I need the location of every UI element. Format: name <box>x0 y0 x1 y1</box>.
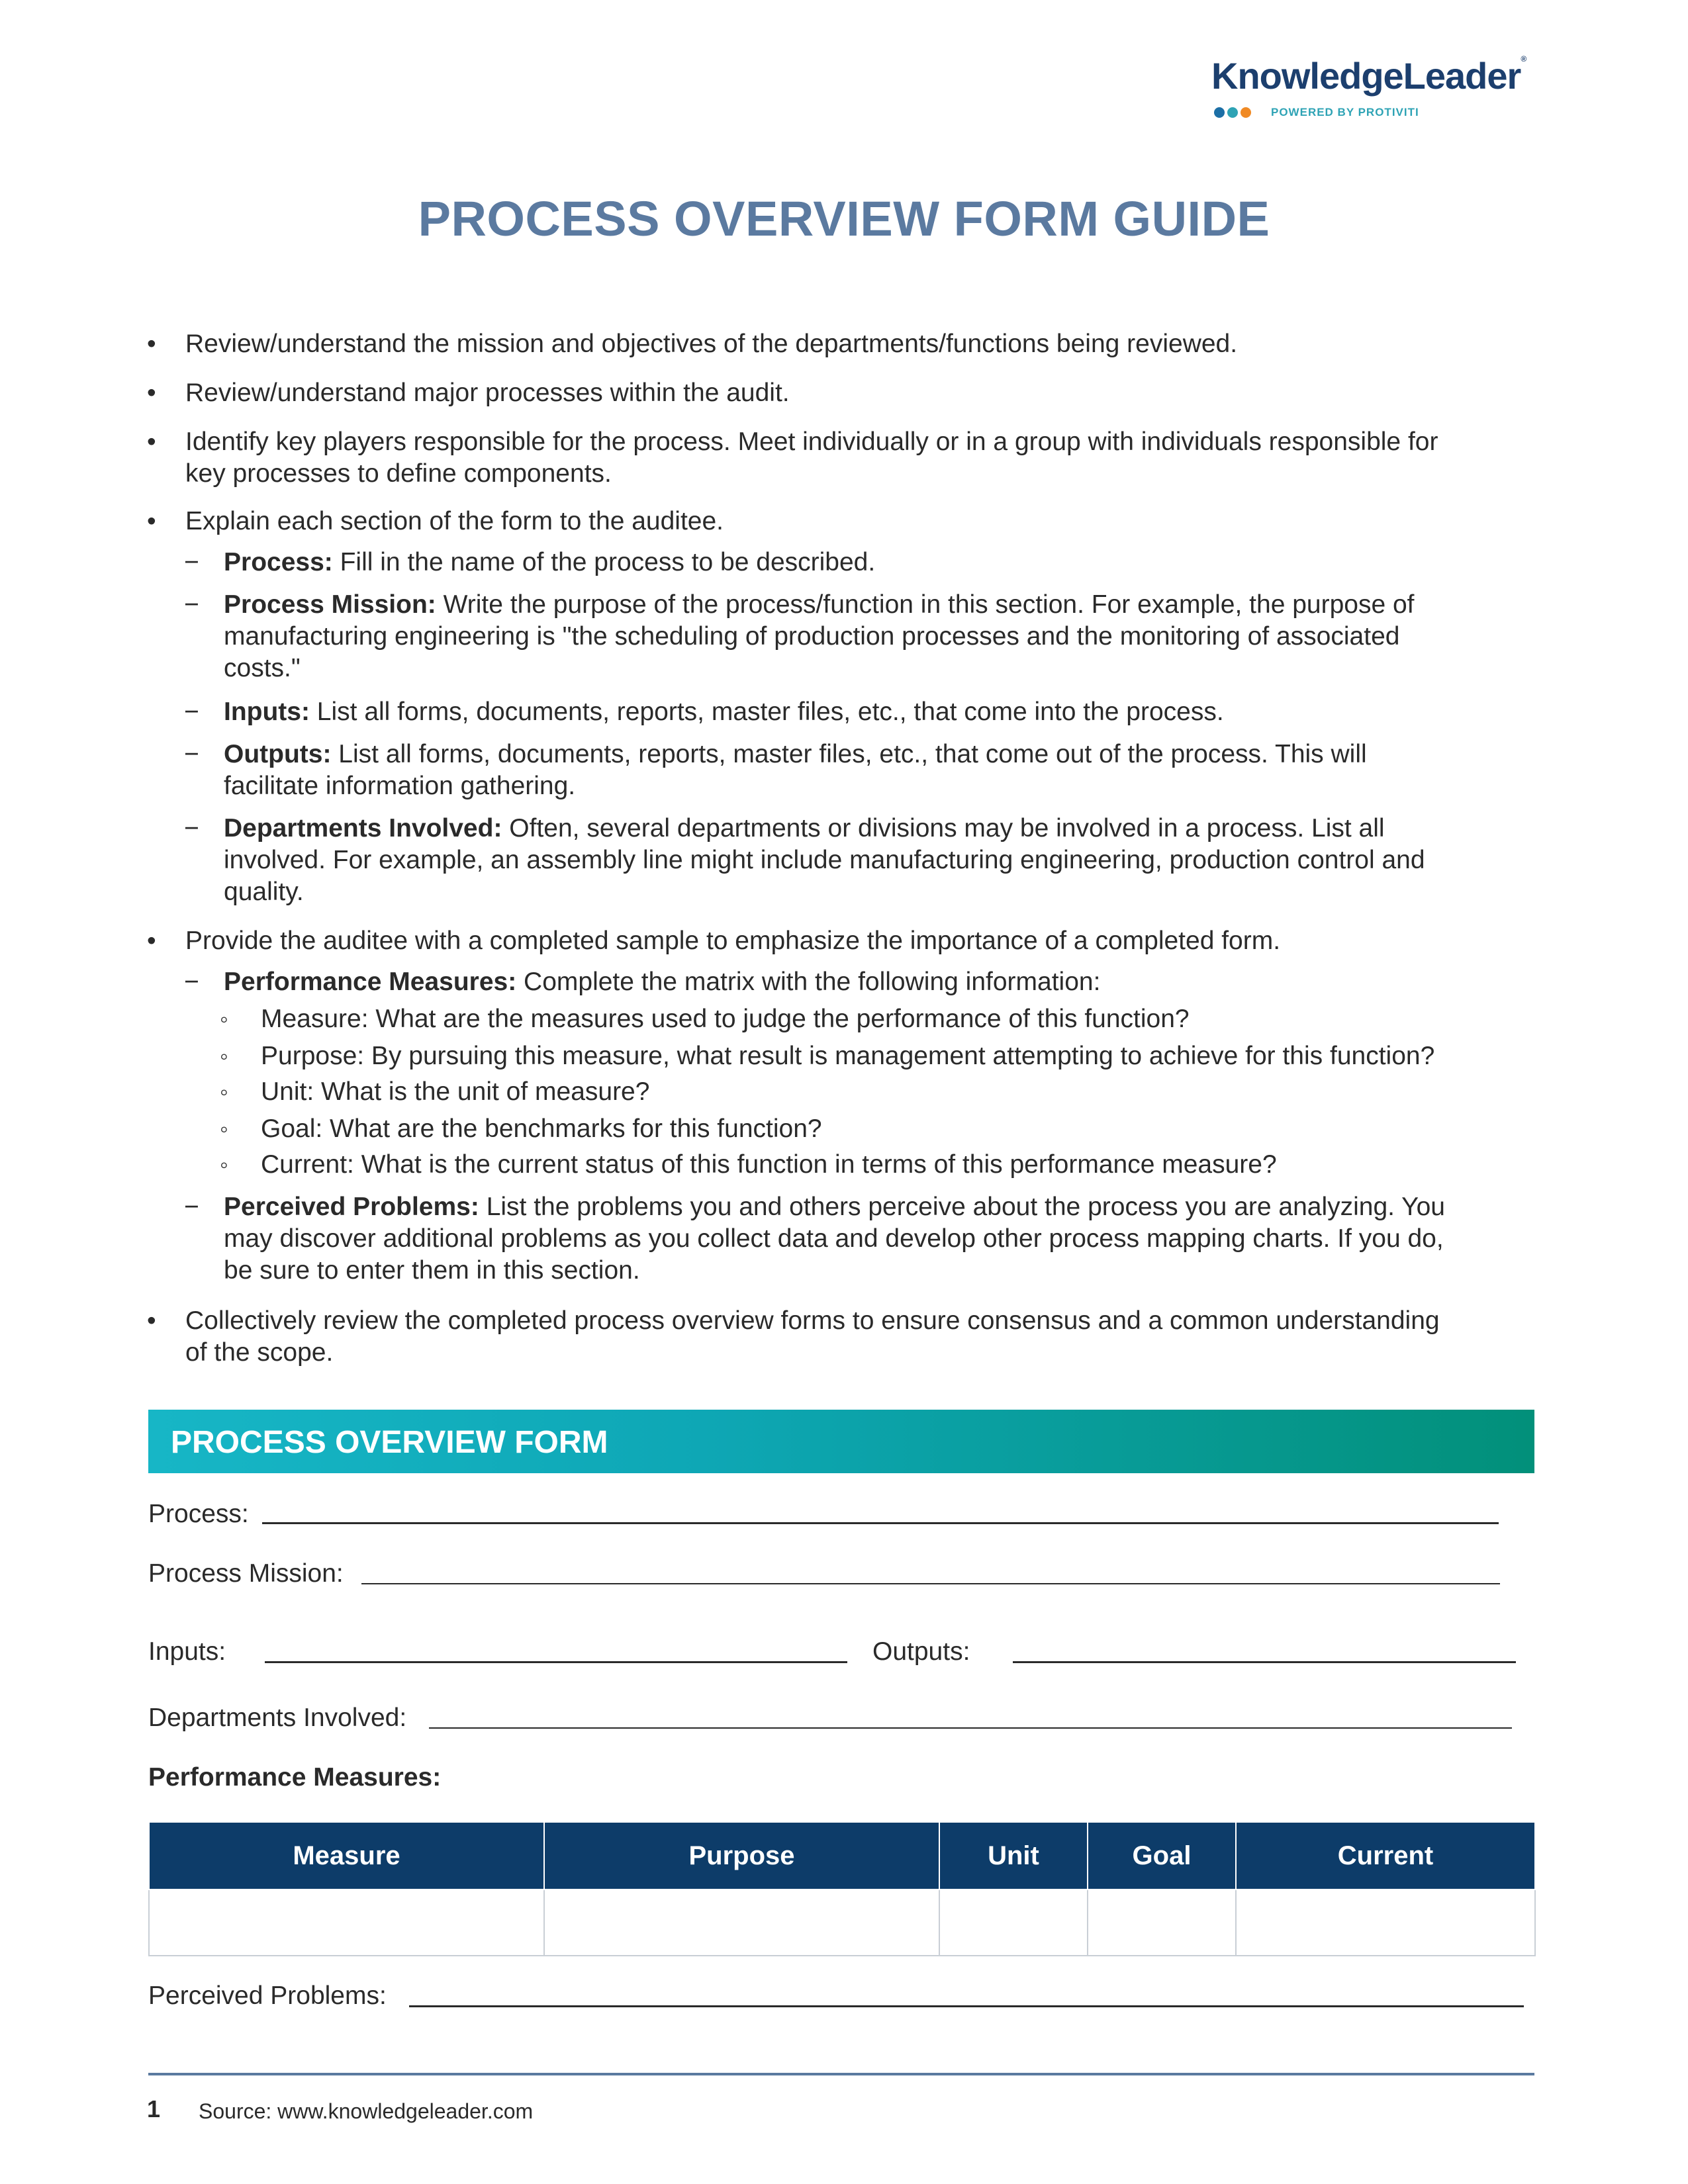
column-header-unit: Unit <box>939 1822 1088 1889</box>
sub-item-departments-line1: Departments Involved: Often, several departments or divisions may be involved in a process. List all <box>224 814 1385 842</box>
logo-dot-blue <box>1214 107 1225 118</box>
sub-item-departments-line2: involved. For example, an assembly line might include manufacturing engineering, production control and <box>224 846 1425 874</box>
performance-measures-table <box>148 1821 1536 1956</box>
guide-item-sample: Provide the auditee with a completed sample to emphasize the importance of a completed form. <box>185 927 1281 955</box>
dash-symbol: − <box>184 590 199 619</box>
sub-item-performance: Performance Measures: Complete the matrix with the following information: <box>224 968 1101 996</box>
measure-cell[interactable] <box>149 1889 544 1956</box>
logo-wordmark: KnowledgeLeader® <box>1211 54 1526 97</box>
bullet-symbol: • <box>147 927 156 955</box>
circle-symbol: ◦ <box>220 1078 228 1105</box>
circle-symbol: ◦ <box>220 1042 228 1069</box>
pm-item-purpose: Purpose: By pursuing this measure, what result is management attempting to achieve for this function? <box>261 1042 1435 1070</box>
guide-item-key-players-line2: key processes to define components. <box>185 459 612 488</box>
guide-item-explain: Explain each section of the form to the auditee. <box>185 507 724 535</box>
dash-symbol: − <box>184 1193 199 1221</box>
logo-dot-teal <box>1227 107 1238 118</box>
performance-measures-label: Performance Measures: <box>148 1763 442 1792</box>
sub-item-process: Process: Fill in the name of the process to be described. <box>224 548 876 576</box>
footer-divider <box>148 2073 1534 2075</box>
bullet-symbol: • <box>147 428 156 456</box>
source-text: Source: www.knowledgeleader.com <box>199 2099 534 2123</box>
problems-field-label: Perceived Problems: <box>148 1981 387 2010</box>
bullet-symbol: • <box>147 1306 156 1335</box>
purpose-cell[interactable] <box>544 1889 939 1956</box>
dash-symbol: − <box>184 814 199 842</box>
column-header-goal: Goal <box>1088 1822 1236 1889</box>
circle-symbol: ◦ <box>220 1005 228 1032</box>
table-row <box>149 1889 1535 1956</box>
guide-item-mission: Review/understand the mission and objectives of the departments/functions being reviewed. <box>185 330 1238 358</box>
guide-item-review-line2: of the scope. <box>185 1338 334 1367</box>
page-number: 1 <box>147 2095 161 2122</box>
dash-symbol: − <box>184 968 199 996</box>
table-header-row <box>149 1822 1535 1889</box>
process-field-label: Process: <box>148 1500 249 1528</box>
dash-symbol: − <box>184 698 199 726</box>
logo-dot-orange <box>1241 107 1251 118</box>
guide-item-key-players-line1: Identify key players responsible for the process. Meet individually or in a group with individuals responsible for <box>185 428 1438 456</box>
bullet-symbol: • <box>147 379 156 407</box>
guide-item-processes: Review/understand major processes within the audit. <box>185 379 790 407</box>
sub-item-inputs: Inputs: List all forms, documents, reports, master files, etc., that come into the process. <box>224 698 1224 726</box>
outputs-field-label: Outputs: <box>872 1637 970 1666</box>
pm-item-measure: Measure: What are the measures used to judge the performance of this function? <box>261 1005 1190 1033</box>
pm-item-goal: Goal: What are the benchmarks for this function? <box>261 1115 822 1143</box>
sub-item-outputs-line1: Outputs: List all forms, documents, reports, master files, etc., that come out of the process. This will <box>224 740 1367 768</box>
circle-symbol: ◦ <box>220 1151 228 1178</box>
bullet-symbol: • <box>147 330 156 358</box>
pm-item-unit: Unit: What is the unit of measure? <box>261 1077 650 1106</box>
form-banner <box>148 1410 1534 1473</box>
column-header-purpose: Purpose <box>544 1822 939 1889</box>
logo-tagline: POWERED BY PROTIVITI <box>1271 106 1419 118</box>
logo-dots-icon <box>1214 107 1254 121</box>
sub-item-departments-line3: quality. <box>224 878 304 906</box>
unit-cell[interactable] <box>939 1889 1088 1956</box>
sub-item-mission-line1: Process Mission: Write the purpose of the process/function in this section. For example, the purpose of <box>224 590 1415 619</box>
inputs-field-line[interactable] <box>265 1661 847 1663</box>
sub-item-mission-line2: manufacturing engineering is "the scheduling of production processes and the monitoring of associated <box>224 622 1400 651</box>
sub-item-problems-line2: may discover additional problems as you collect data and develop other process mapping charts. If you do, <box>224 1224 1444 1253</box>
knowledgeleader-logo <box>1211 54 1556 127</box>
sub-item-problems-line1: Perceived Problems: List the problems you and others perceive about the process you are analyzing. You <box>224 1193 1445 1221</box>
sub-item-outputs-line2: facilitate information gathering. <box>224 772 576 800</box>
dash-symbol: − <box>184 740 199 768</box>
departments-field-label: Departments Involved: <box>148 1704 407 1732</box>
column-header-current: Current <box>1236 1822 1535 1889</box>
bullet-symbol: • <box>147 507 156 535</box>
dash-symbol: − <box>184 548 199 576</box>
departments-field-line[interactable] <box>429 1727 1512 1729</box>
current-cell[interactable] <box>1236 1889 1535 1956</box>
page-title: PROCESS OVERVIEW FORM GUIDE <box>418 191 1270 246</box>
sub-item-problems-line3: be sure to enter them in this section. <box>224 1256 640 1285</box>
guide-item-review-line1: Collectively review the completed process overview forms to ensure consensus and a common understanding <box>185 1306 1440 1335</box>
form-banner-title: PROCESS OVERVIEW FORM <box>171 1425 608 1460</box>
column-header-measure: Measure <box>149 1822 544 1889</box>
goal-cell[interactable] <box>1088 1889 1236 1956</box>
sub-item-mission-line3: costs." <box>224 654 301 682</box>
outputs-field-line[interactable] <box>1013 1661 1516 1663</box>
circle-symbol: ◦ <box>220 1115 228 1142</box>
process-field-line[interactable] <box>262 1522 1499 1524</box>
problems-field-line[interactable] <box>409 2005 1524 2007</box>
inputs-field-label: Inputs: <box>148 1637 226 1666</box>
pm-item-current: Current: What is the current status of this function in terms of this performance measure? <box>261 1150 1277 1179</box>
mission-field-line[interactable] <box>361 1583 1500 1584</box>
mission-field-label: Process Mission: <box>148 1559 344 1588</box>
